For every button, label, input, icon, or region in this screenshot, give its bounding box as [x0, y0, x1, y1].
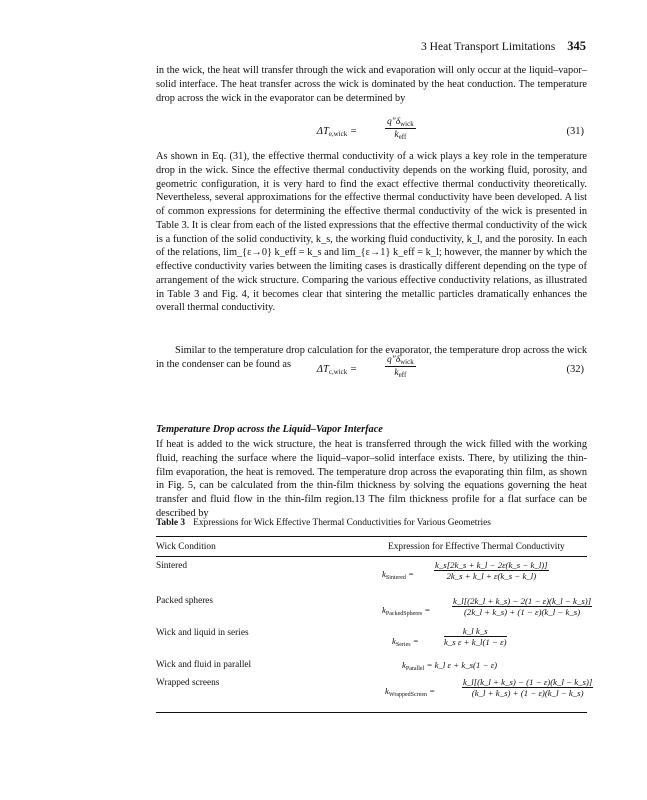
- table-row-label: Wick and fluid in parallel: [156, 660, 252, 670]
- table-caption: Table 3 Expressions for Wick Effective Thermal Conductivities for Various Geometries: [156, 518, 491, 528]
- equation-number: (31): [566, 126, 584, 137]
- table-row-label: Wick and liquid in series: [156, 628, 249, 638]
- equation-fraction: $q''\delta_{wick}$ $k_{eff}$: [387, 117, 414, 141]
- paragraph-1: in the wick, the heat will transfer through the wick and evaporation will only occur at the liquid–vapor–solid interface. The heat transfer across the wick is dominated by the heat conduction. The temperature drop across the wick in the evaporator can be determined by: [156, 65, 587, 104]
- equation-32: [156, 355, 587, 387]
- paragraph-2: As shown in Eq. (31), the effective thermal conductivity of a wick plays a key role in the temperature drop in the wick. Since the effective thermal conductivity depends on the working fluid, porosity, and geometric configuration, it is very hard to find the exact effective thermal conductivity theoretically. Nevertheless, several approximations for the effective thermal conductivity have been developed. A list of common expressions for determining the effective thermal conductivity of the wick is presented in Table 3. It is clear from each of the listed expressions that the effective thermal conductivity of the wick is a function of the solid conductivity, k_s, the working fluid conductivity, k_l, and the porosity. In each of the relations, lim_{ε→0} k_eff = k_s and lim_{ε→1} k_eff = k_l; however, the manner by which the effective conductivity varies between the limiting cases is drastically different depending on the type of arrangement of the wick structure. Comparing the various effective conductivity relations, as illustrated in Table 3 and Fig. 4, it becomes clear that sintering the metallic particles dramatically enhances the overall thermal conductivity.: [156, 151, 587, 314]
- section-heading: Temperature Drop across the Liquid–Vapor Interface: [156, 424, 383, 435]
- page-number: 345: [567, 39, 586, 53]
- table-header-rule: [156, 556, 587, 557]
- table-col-header-2: Expression for Effective Thermal Conductivity: [388, 542, 565, 552]
- table-top-rule: [156, 536, 587, 537]
- equation-lhs: $\Delta T_{c,wick}$ =: [316, 364, 357, 376]
- equation-fraction: $q''\delta_{wick}$ $k_{eff}$: [387, 355, 414, 379]
- chapter-title: 3 Heat Transport Limitations: [420, 40, 556, 53]
- equation-lhs: $\Delta T_{e,wick}$ =: [316, 126, 357, 138]
- table-row-label: Packed spheres: [156, 596, 214, 606]
- equation-number: (32): [566, 364, 584, 375]
- running-header: [153, 39, 586, 54]
- equation-31: [156, 117, 587, 149]
- table-row-label: Wrapped screens: [156, 678, 220, 688]
- table-bottom-rule: [156, 712, 587, 713]
- paragraph-3: Similar to the temperature drop calculation for the evaporator, the temperature drop across the wick in the condenser can be found as: [156, 345, 587, 370]
- table-row-label: Sintered: [156, 561, 187, 571]
- table-col-header-1: Wick Condition: [156, 542, 216, 552]
- paragraph-4: If heat is added to the wick structure, the heat is transferred through the wick filled with the working fluid, reaching the surface where the liquid–vapor–solid interface exists. There, by utilizing the thin-film evaporation, the heat is removed. The temperature drop across the evaporating thin film, as shown in Fig. 5, can be calculated from the thin-film thickness by solving the equations governing the heat transfer and fluid flow in the thin-film region.13 The film thickness profile for a flat surface can be described by: [156, 439, 587, 519]
- document-page: 3 Heat Transport Limitations 345 in the wick, the heat will transfer through the wick and evaporation will only occur at the liquid–vapor–solid interface. The heat transfer across the wick is dominated by the heat conduction. The temperature drop across the wick in the evaporator can be determined by $\Delta T_{e,wick}$ = $q''\delta_{wick}$ $k_{eff}$ (31) As shown in Eq. (31), the effective thermal conductivity of a wick plays a key role in the temperature drop in the wick. Since the effective thermal conductivity depends on the working fluid, porosity, and geometric configuration, it is very hard to find the exact effective thermal conductivity theoretically. Nevertheless, several approximations for the effective thermal conductivity have been developed. A list of common expressions for determining the effective thermal conductivity of the wick is presented in Table 3. It is clear from each of the listed expressions that the effective thermal conductivity of the wick is a function of the solid conductivity, k_s, the working fluid conductivity, k_l, and the porosity. In each of the relations, lim_{ε→0} k_eff = k_s and lim_{ε→1} k_eff = k_l; however, the manner by which the effective conductivity varies between the limiting cases is drastically different depending on the type of arrangement of the wick structure. Comparing the various effective conductivity relations, as illustrated in Table 3 and Fig. 4, it becomes clear that sintering the metallic particles dramatically enhances the overall thermal conductivity. Similar to the temperature drop calculation for the evaporator, the temperature drop across the wick in the condenser can be found as $\Delta T_{c,wick}$ = $q''\delta_{wick}$ $k_{eff}$ (32) Temperature Drop across the Liquid–Vapor Interface If heat is added to the wick structure, the heat is transferred through the wick filled with the working fluid, reaching the surface where the liquid–vapor–solid interface exists. There, by utilizing the thin-film evaporation, the heat is removed. The temperature drop across the evaporating thin film, as shown in Fig. 5, can be calculated from the thin-film thickness by solving the equations governing the heat transfer and fluid flow in the thin-film region.13 The film thickness profile for a flat surface can be described by Table 3 Expressions for Wick Effective Thermal Conductivities for Various Geometries Wick Condition Expression for Effective Thermal Conductivity Sintered $k_{Sintered}$ = k_s[2k_s + k_l − 2ε(k_s − k_l)] 2k_s + k_l + ε(k_s − k_l) Packed spheres $k_{PackedSpheres}$ = k_l[(2k_l + k_s) − 2(1 − ε)(k_l − k_s)] (2k_l + k_s) + (1 − ε)(k_l − k_s) Wick and liquid in series $k_{Series}$ = k_l k_s k_s ε + k_l(1 − ε) Wick and fluid in parallel $k_{Parallel}$ = k_l ε + k_s(1 − ε) Wrapped screens $k_{WrappedScreen}$ = k_l[(k_l + k_s) − (1 − ε)(k_l − k_s)] (k_l + k_s) + (1 − ε)(k_l − k_s): [0, 0, 647, 800]
